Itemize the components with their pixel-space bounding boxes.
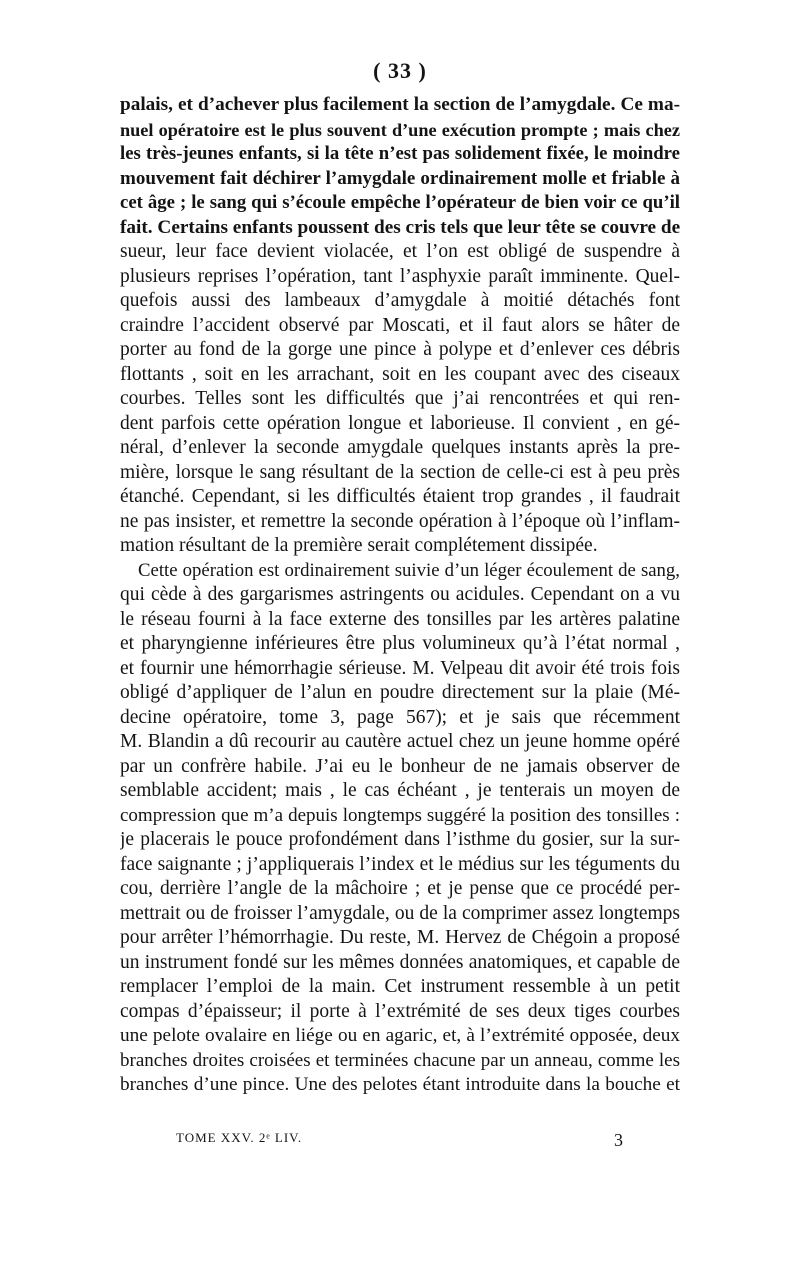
text-line: quefois aussi des lambeaux d’amygdale à moitié détachés font: [120, 290, 680, 311]
text-line: compression que m’a depuis longtemps suggéré la position des tonsilles :: [120, 804, 680, 826]
text-line: M. Blandin a dû recourir au cautère actuel chez un jeune homme opéré: [120, 731, 680, 752]
text-line: compas d’épaisseur; il porte à l’extrémité de ses deux tiges courbes: [120, 1000, 680, 1022]
text-line: le réseau fourni à la face externe des tonsilles par les artères palatine: [120, 608, 680, 630]
text-line: mettrait ou de froisser l’amygdale, ou de la comprimer assez longtemps: [120, 902, 680, 924]
text-line: ne pas insister, et remettre la seconde opération à l’époque où l’inflam-: [120, 510, 680, 532]
text-line: semblable accident; mais , le cas échéant , je tenterais un moyen de: [120, 780, 680, 801]
text-line: flottants , soit en les arrachant, soit en les coupant avec des ciseaux: [120, 363, 680, 385]
text-line: mouvement fait déchirer l’amygdale ordinairement molle et friable à: [120, 167, 680, 189]
text-line: qui cède à des gargarismes astringents ou acidules. Cependant on a vu: [120, 584, 680, 605]
text-line: palais, et d’achever plus facilement la section de l’amygdale. Ce ma-: [120, 94, 680, 115]
text-line: face saignante ; j’appliquerais l’index et le médius sur les téguments du: [120, 853, 680, 875]
text-line: craindre l’accident observé par Moscati, et il faut alors se hâter de: [120, 314, 680, 336]
text-line: branches droites croisées et terminées chacune par un anneau, comme les: [120, 1049, 680, 1071]
text-line: Cette opération est ordinairement suivie d’un léger écoulement de sang,: [138, 559, 680, 581]
text-line: branches d’une pince. Une des pelotes étant introduite dans la bouche et: [120, 1074, 680, 1095]
text-line: et fournir une hémorrhagie sérieuse. M. Velpeau dit avoir été trois fois: [120, 657, 680, 679]
page-footer: [176, 1130, 624, 1152]
text-line: cou, derrière l’angle de la mâchoire ; et je pense que ce procédé per-: [120, 878, 680, 899]
text-line: les très-jeunes enfants, si la tête n’est pas solidement fixée, le moindre: [120, 143, 680, 164]
text-line: un instrument fondé sur les mêmes données anatomiques, et capable de: [120, 951, 680, 973]
body-text: [120, 93, 680, 1098]
text-line: plusieurs reprises l’opération, tant l’asphyxie paraît imminente. Quel-: [120, 265, 680, 287]
text-line: obligé d’appliquer de l’alun en poudre directement sur la plaie (Mé-: [120, 682, 680, 703]
page-number: ( 33 ): [373, 58, 427, 83]
text-line: et pharyngienne inférieures être plus volumineux qu’à l’état normal ,: [120, 633, 680, 654]
sheet-number: 3: [614, 1130, 624, 1150]
text-line: je placerais le pouce profondément dans l’isthme du gosier, sur la sur-: [120, 829, 680, 850]
text-line: une pelote ovalaire en liége ou en agaric, et, à l’extrémité opposée, deux: [120, 1025, 680, 1046]
printer-signature: TOME XXV. 2ᵉ LIV.: [176, 1130, 303, 1145]
text-line: étanché. Cependant, si les difficultés étaient trop grandes , il faudrait: [120, 486, 680, 507]
text-line: par un confrère habile. J’ai eu le bonheur de ne jamais observer de: [120, 755, 680, 777]
text-line: néral, d’enlever la seconde amygdale quelques instants après la pre-: [120, 437, 680, 458]
text-line: mation résultant de la première serait complétement dissipée.: [120, 535, 598, 556]
text-line: porter au fond de la gorge une pince à polype et d’enlever ces débris: [120, 339, 680, 360]
text-line: pour arrêter l’hémorrhagie. Du reste, M. Hervez de Chégoin a proposé: [120, 927, 680, 948]
text-line: nuel opératoire est le plus souvent d’une exécution prompte ; mais chez: [120, 119, 680, 140]
text-line: cet âge ; le sang qui s’écoule empêche l’opérateur de bien voir ce qu’il: [120, 192, 680, 213]
text-line: sueur, leur face devient violacée, et l’on est obligé de suspendre à: [120, 241, 680, 262]
text-line: fait. Certains enfants poussent des cris tels que leur tête se couvre de: [120, 216, 680, 238]
text-line: courbes. Telles sont les difficultés que j’ai rencontrées et qui ren-: [120, 388, 680, 409]
text-line: remplacer l’emploi de la main. Cet instrument ressemble à un petit: [120, 976, 680, 997]
text-line: decine opératoire, tome 3, page 567); et je sais que récemment: [120, 706, 680, 728]
text-line: mière, lorsque le sang résultant de la section de celle-ci est à peu près: [120, 461, 680, 483]
text-line: dent parfois cette opération longue et laborieuse. Il convient , en gé-: [120, 412, 680, 434]
